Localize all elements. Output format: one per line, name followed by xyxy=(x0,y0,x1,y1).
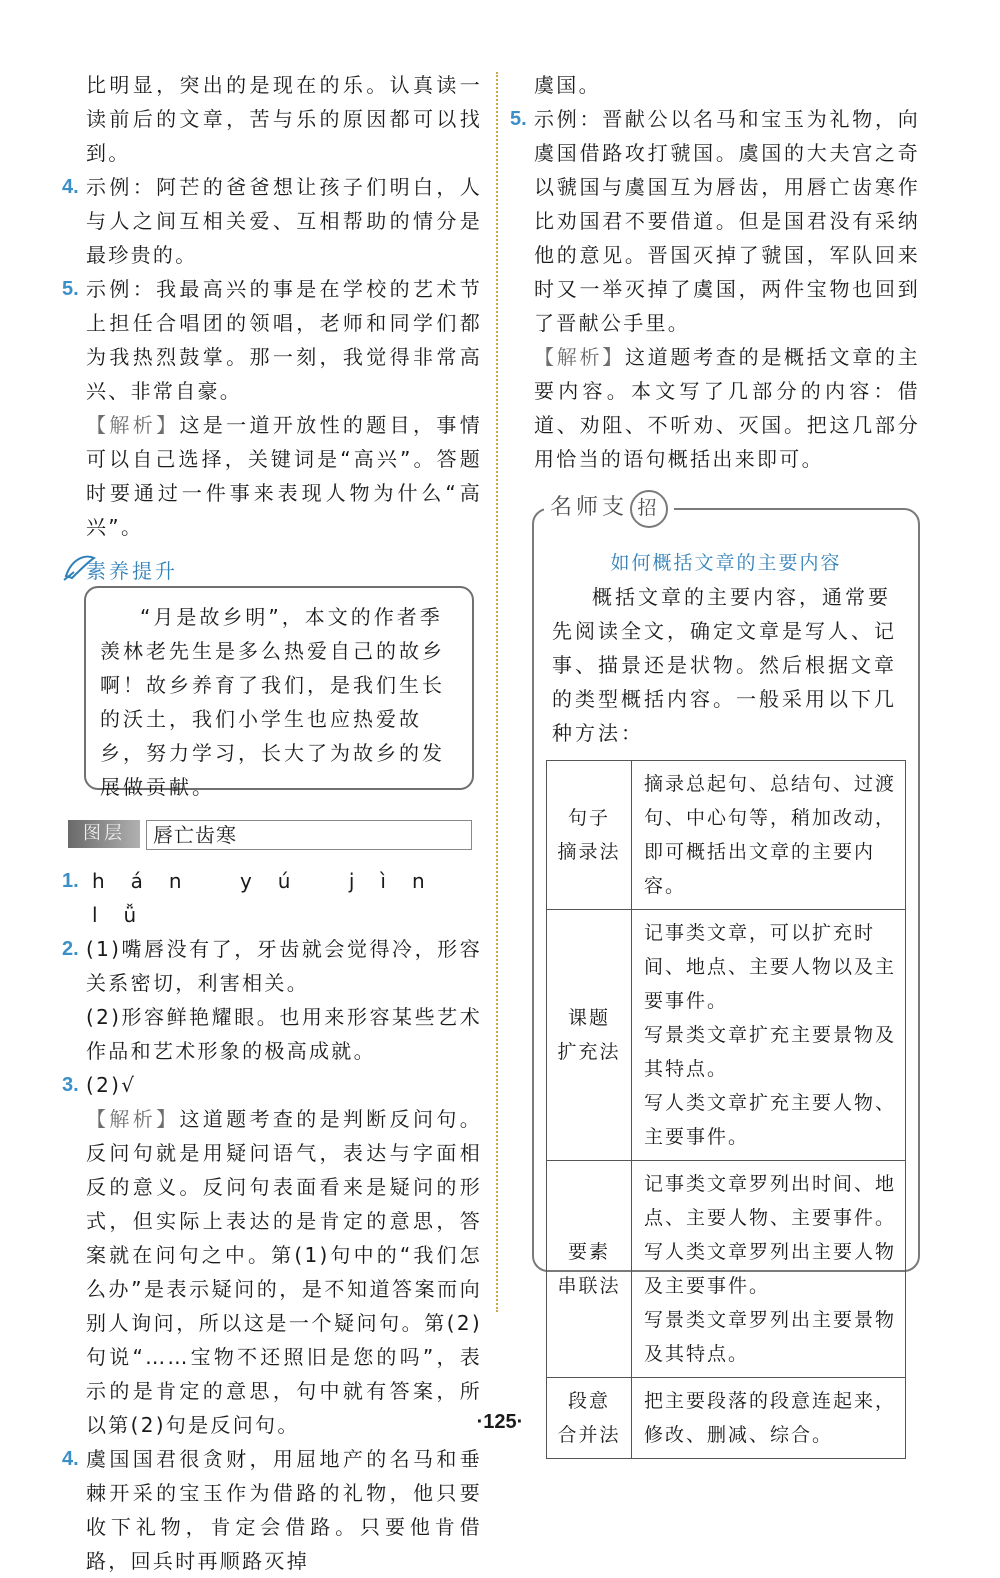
section-title: 唇亡齿寒 xyxy=(146,820,472,850)
method-desc: 记事类文章罗列出时间、地点、主要人物、主要事件。 写人类文章罗列出主要人物及主要事件。 写景类文章罗列出主要景物及其特点。 xyxy=(632,1161,906,1378)
answer-number: 2. xyxy=(62,938,79,960)
answer-item-4b xyxy=(62,1442,482,1578)
method-desc: 把主要段落的段意连起来，修改、删减、综合。 xyxy=(632,1378,906,1459)
table-row xyxy=(547,761,906,910)
table-row xyxy=(547,1161,906,1378)
analysis-paragraph xyxy=(534,340,920,476)
answer-text-1: (1)嘴唇没有了，牙齿就会觉得冷，形容关系密切，利害相关。 xyxy=(86,937,482,995)
answer-number: 1. xyxy=(62,870,79,892)
tip-label-text: 名师支 xyxy=(550,495,629,520)
method-desc: 摘录总起句、总结句、过渡句、中心句等，稍加改动，即可概括出文章的主要内容。 xyxy=(632,761,906,910)
answer-item-2 xyxy=(62,932,482,1068)
continued-text: 比明显，突出的是现在的乐。认真读一读前后的文章，苦与乐的原因都可以找到。 xyxy=(86,73,482,165)
table-row xyxy=(547,910,906,1161)
analysis-tag: 【解析】 xyxy=(534,345,625,369)
answer-item-3 xyxy=(62,1068,482,1442)
suyang-header xyxy=(62,550,482,584)
tip-body xyxy=(552,580,908,1459)
analysis-tag: 【解析】 xyxy=(86,413,180,437)
answer-item-4 xyxy=(62,170,482,272)
tip-label xyxy=(544,490,674,528)
left-column xyxy=(62,68,482,1578)
answer-text: 示例：阿芒的爸爸想让孩子们明白，人与人之间互相关爱、互相帮助的情分是最珍贵的。 xyxy=(86,175,482,267)
section-tab: 图层 xyxy=(68,820,140,848)
answer-item-1 xyxy=(62,864,482,932)
continued-text: 虞国。 xyxy=(534,73,601,97)
answer-text: 示例：我最高兴的事是在学校的艺术节上担任合唱团的领唱，老师和同学们都为我热烈鼓掌。那一刻，我觉得非常高兴、非常自豪。 xyxy=(86,277,482,403)
answer-number: 5. xyxy=(510,108,527,130)
suyang-box xyxy=(84,586,474,799)
tip-label-circle: 招 xyxy=(630,490,668,528)
answer-number: 4. xyxy=(62,176,79,198)
section-header xyxy=(68,818,482,852)
right-column xyxy=(510,68,921,1446)
answer-item-5 xyxy=(62,272,482,544)
method-name: 课题 扩充法 xyxy=(547,910,632,1161)
analysis-text: 这道题考查的是概括文章的主要内容。本文写了几部分的内容：借道、劝阻、不听劝、灭国。把这几部分用恰当的语句概括出来即可。 xyxy=(534,345,921,471)
method-desc: 记事类文章，可以扩充时间、地点、主要人物以及主要事件。 写景类文章扩充主要景物及其特点。 写人类文章扩充主要人物、主要事件。 xyxy=(632,910,906,1161)
method-name: 要素 串联法 xyxy=(547,1161,632,1378)
tip-intro: 概括文章的主要内容，通常要先阅读全文，确定文章是写人、记事、描景还是状物。然后根据文章的类型概括内容。一般采用以下几种方法： xyxy=(552,585,897,745)
answer-text: (2)√ xyxy=(86,1073,137,1097)
analysis-text: 这是一道开放性的题目，事情可以自己选择，关键词是“高兴”。答题时要通过一件事来表现人物为什么“高兴”。 xyxy=(86,413,483,539)
answer-number: 4. xyxy=(62,1448,79,1470)
tip-box xyxy=(510,490,920,1446)
analysis-tag: 【解析】 xyxy=(86,1107,180,1131)
answer-item-5b xyxy=(510,102,920,476)
analysis-paragraph xyxy=(86,408,482,544)
suyang-title: 素养提升 xyxy=(86,559,178,583)
answer-text: 示例：晋献公以名马和宝玉为礼物，向虞国借路攻打虢国。虞国的大夫宫之奇以虢国与虞国互为唇齿，用唇亡齿寒作比劝国君不要借道。但是国君没有采纳他的意见。晋国灭掉了虢国，军队回来时又一举灭掉了虞国，两件宝物也回到了晋献公手里。 xyxy=(534,107,920,335)
tip-title: 如何概括文章的主要内容 xyxy=(610,552,842,574)
method-name: 段意 合并法 xyxy=(547,1378,632,1459)
answer-text-2: (2)形容鲜艳耀眼。也用来形容某些艺术作品和艺术形象的极高成就。 xyxy=(86,1005,482,1063)
answer-number: 3. xyxy=(62,1074,79,1096)
suyang-text: “月是故乡明”，本文的作者季羡林老先生是多么热爱自己的故乡啊！故乡养育了我们，是我们生长的沃土，我们小学生也应热爱故乡，努力学习，长大了为故乡的发展做贡献。 xyxy=(100,605,445,799)
methods-table xyxy=(546,760,906,1459)
answer-number: 5. xyxy=(62,278,79,300)
column-divider xyxy=(496,72,498,1312)
method-name: 句子 摘录法 xyxy=(547,761,632,910)
answer-text: 虞国国君很贪财，用屈地产的名马和垂棘开采的宝玉作为借路的礼物，他只要收下礼物，肯定会借路。只要他肯借路，回兵时再顺路灭掉 xyxy=(86,1447,482,1573)
analysis-text: 这道题考查的是判断反问句。反问句就是用疑问语气，表达与字面相反的意义。反问句表面看来是疑问的形式，但实际上表达的是肯定的意思，答案就在问句之中。第(1)句中的“我们怎么办”是表示疑问的，是不知道答案而向别人询问，所以这是一个疑问句。第(2)句说“……宝物不还照旧是您的吗”，表示的是肯定的意思，句中就有答案，所以第(2)句是反问句。 xyxy=(86,1107,483,1437)
pinyin-answer: hán yú jìn lǚ xyxy=(92,869,451,927)
analysis-paragraph xyxy=(86,1102,482,1442)
page-number: ·125· xyxy=(476,1411,524,1433)
